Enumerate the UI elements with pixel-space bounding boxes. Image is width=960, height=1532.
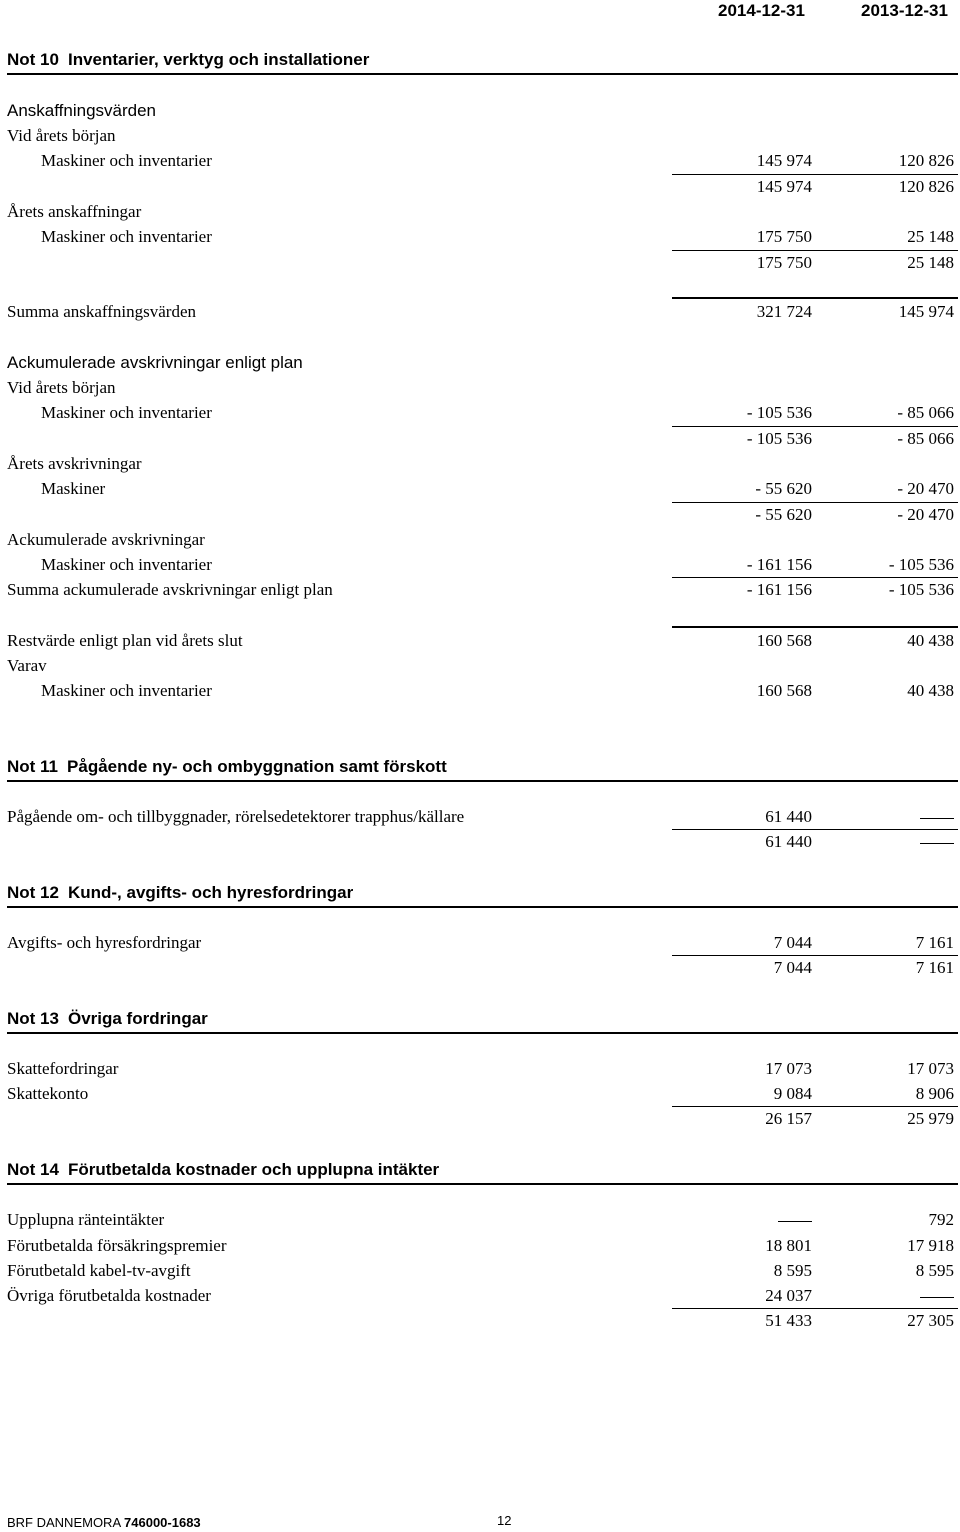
value-2014: 160 568 <box>756 681 812 700</box>
subtotal-row <box>7 830 958 855</box>
value-2013: 25 979 <box>907 1109 954 1128</box>
value-2014: 26 157 <box>765 1109 812 1128</box>
value-2013: 8 906 <box>915 1084 954 1103</box>
note-13-heading <box>7 1007 958 1032</box>
subtotal-row <box>7 503 958 528</box>
note-number: Not 14 <box>7 1160 59 1179</box>
value-2014: 9 084 <box>773 1084 812 1103</box>
value-2014: 160 568 <box>756 631 812 650</box>
row-label: Skattekonto <box>7 1084 89 1103</box>
empty-dash <box>920 818 954 819</box>
value-2014: - 55 620 <box>755 479 812 498</box>
row-label: Övriga förutbetalda kostnader <box>7 1286 211 1305</box>
row-label: Avgifts- och hyresfordringar <box>7 933 202 952</box>
value-2014: - 161 156 <box>746 555 812 574</box>
value-2014: 7 044 <box>773 958 812 977</box>
value-2013: 8 595 <box>915 1261 954 1280</box>
row-label: Maskiner <box>41 479 106 498</box>
value-2013: 17 918 <box>907 1236 954 1255</box>
row-label: Maskiner och inventarier <box>41 681 212 700</box>
subtotal-row <box>7 1309 958 1334</box>
value-2014: 175 750 <box>756 227 812 246</box>
note-heading-rule <box>7 1032 958 1034</box>
value-2013: 25 148 <box>907 227 954 246</box>
note-14-heading <box>7 1158 958 1183</box>
row-label: Vid årets början <box>7 126 116 145</box>
row-label: Summa ackumulerade avskrivningar enligt plan <box>7 580 333 599</box>
value-2014: 7 044 <box>773 933 812 952</box>
value-2014: - 55 620 <box>755 505 812 524</box>
table-row <box>7 805 958 830</box>
row-label: Maskiner och inventarier <box>41 227 212 246</box>
value-2014-empty <box>778 1210 812 1230</box>
row-label: Maskiner och inventarier <box>41 555 212 574</box>
note-11-heading <box>7 755 958 780</box>
subtotal-row <box>7 175 958 200</box>
note-heading-rule <box>7 780 958 782</box>
table-row <box>7 1234 958 1259</box>
value-2013: 25 148 <box>907 253 954 272</box>
subtotal-row <box>7 1107 958 1132</box>
note-heading-rule <box>7 906 958 908</box>
empty-dash <box>778 1221 812 1222</box>
value-2014: - 105 536 <box>746 403 812 422</box>
footer-org-name: BRF DANNEMORA <box>7 1515 121 1530</box>
section-heading: Ackumulerade avskrivningar enligt plan <box>7 353 303 372</box>
value-2014: 18 801 <box>765 1236 812 1255</box>
value-2014: 145 974 <box>756 177 812 196</box>
note-10-heading <box>7 48 958 73</box>
value-2013: 17 073 <box>907 1059 954 1078</box>
note-heading-rule <box>7 1183 958 1185</box>
note-number: Not 10 <box>7 50 59 69</box>
table-row <box>7 931 958 956</box>
column-header-2014: 2014-12-31 <box>718 1 805 20</box>
value-2014: - 105 536 <box>746 429 812 448</box>
table-row <box>7 1208 958 1233</box>
value-2014: 24 037 <box>765 1286 812 1305</box>
row-label: Ackumulerade avskrivningar <box>7 530 205 549</box>
note-title: Kund-, avgifts- och hyresfordringar <box>67 883 354 902</box>
note-number: Not 12 <box>7 883 59 902</box>
note-number: Not 11 <box>7 757 59 776</box>
value-2013: 7 161 <box>915 958 954 977</box>
value-2014: 321 724 <box>756 302 812 321</box>
value-2013: - 85 066 <box>897 403 954 422</box>
value-2014: 8 595 <box>773 1261 812 1280</box>
value-2013: - 105 536 <box>888 555 954 574</box>
row-label: Vid årets början <box>7 378 116 397</box>
table-row <box>7 679 958 704</box>
section-heading: Anskaffningsvärden <box>7 101 157 120</box>
value-2013-empty <box>920 1286 954 1306</box>
note-title: Pågående ny- och ombyggnation samt förskott <box>67 757 447 776</box>
value-2013: 27 305 <box>907 1311 954 1330</box>
sum-rule <box>672 297 958 299</box>
total-row <box>7 300 958 325</box>
value-2013-empty <box>920 807 954 827</box>
total-row <box>7 629 958 654</box>
table-row <box>7 401 958 426</box>
row-label: Skattefordringar <box>7 1059 119 1078</box>
value-2013: 7 161 <box>915 933 954 952</box>
note-heading-rule <box>7 73 958 75</box>
value-2014: 61 440 <box>765 832 812 851</box>
page-number: 12 <box>497 1513 512 1528</box>
value-2013-empty <box>920 832 954 852</box>
row-label: Summa anskaffningsvärden <box>7 302 197 321</box>
row-label: Förutbetald kabel-tv-avgift <box>7 1261 191 1280</box>
footer-org <box>7 1515 201 1530</box>
value-2013: 792 <box>928 1210 954 1229</box>
sum-rule <box>672 626 958 628</box>
value-2014: 145 974 <box>756 151 812 170</box>
row-label: Årets avskrivningar <box>7 454 142 473</box>
value-2013: 40 438 <box>907 631 954 650</box>
table-row <box>7 1284 958 1309</box>
value-2014: 17 073 <box>765 1059 812 1078</box>
value-2013: 120 826 <box>898 151 954 170</box>
note-title: Förutbetalda kostnader och upplupna intäkter <box>67 1160 440 1179</box>
note-number: Not 13 <box>7 1009 59 1028</box>
empty-dash <box>920 843 954 844</box>
table-row <box>7 1082 958 1107</box>
subtotal-row <box>7 956 958 981</box>
value-2013: 120 826 <box>898 177 954 196</box>
subtotal-row <box>7 251 958 276</box>
note-12-heading <box>7 881 958 906</box>
value-2014: - 161 156 <box>746 580 812 599</box>
row-label: Förutbetalda försäkringspremier <box>7 1236 227 1255</box>
table-row <box>7 477 958 502</box>
row-label: Maskiner och inventarier <box>41 403 212 422</box>
subtotal-row <box>7 427 958 452</box>
row-label: Upplupna ränteintäkter <box>7 1210 165 1229</box>
value-2013: 40 438 <box>907 681 954 700</box>
value-2013: - 105 536 <box>888 580 954 599</box>
value-2013: - 20 470 <box>897 505 954 524</box>
note-title: Övriga fordringar <box>67 1009 208 1028</box>
empty-dash <box>920 1297 954 1298</box>
row-label: Årets anskaffningar <box>7 202 142 221</box>
value-2013: - 20 470 <box>897 479 954 498</box>
value-2013: 145 974 <box>898 302 954 321</box>
value-2014: 175 750 <box>756 253 812 272</box>
table-row <box>7 553 958 578</box>
total-row <box>7 578 958 603</box>
row-label: Varav <box>7 656 47 675</box>
column-header-2013: 2013-12-31 <box>861 1 948 20</box>
note-title: Inventarier, verktyg och installationer <box>67 50 370 69</box>
table-row <box>7 225 958 250</box>
footer-org-number: 746000-1683 <box>124 1515 201 1530</box>
table-row <box>7 1057 958 1082</box>
row-label: Pågående om- och tillbyggnader, rörelsedetektorer trapphus/källare <box>7 807 465 826</box>
value-2013: - 85 066 <box>897 429 954 448</box>
value-2014: 61 440 <box>765 807 812 826</box>
table-row <box>7 1259 958 1284</box>
table-row <box>7 149 958 174</box>
value-2014: 51 433 <box>765 1311 812 1330</box>
row-label: Restvärde enligt plan vid årets slut <box>7 631 243 650</box>
row-label: Maskiner och inventarier <box>41 151 212 170</box>
